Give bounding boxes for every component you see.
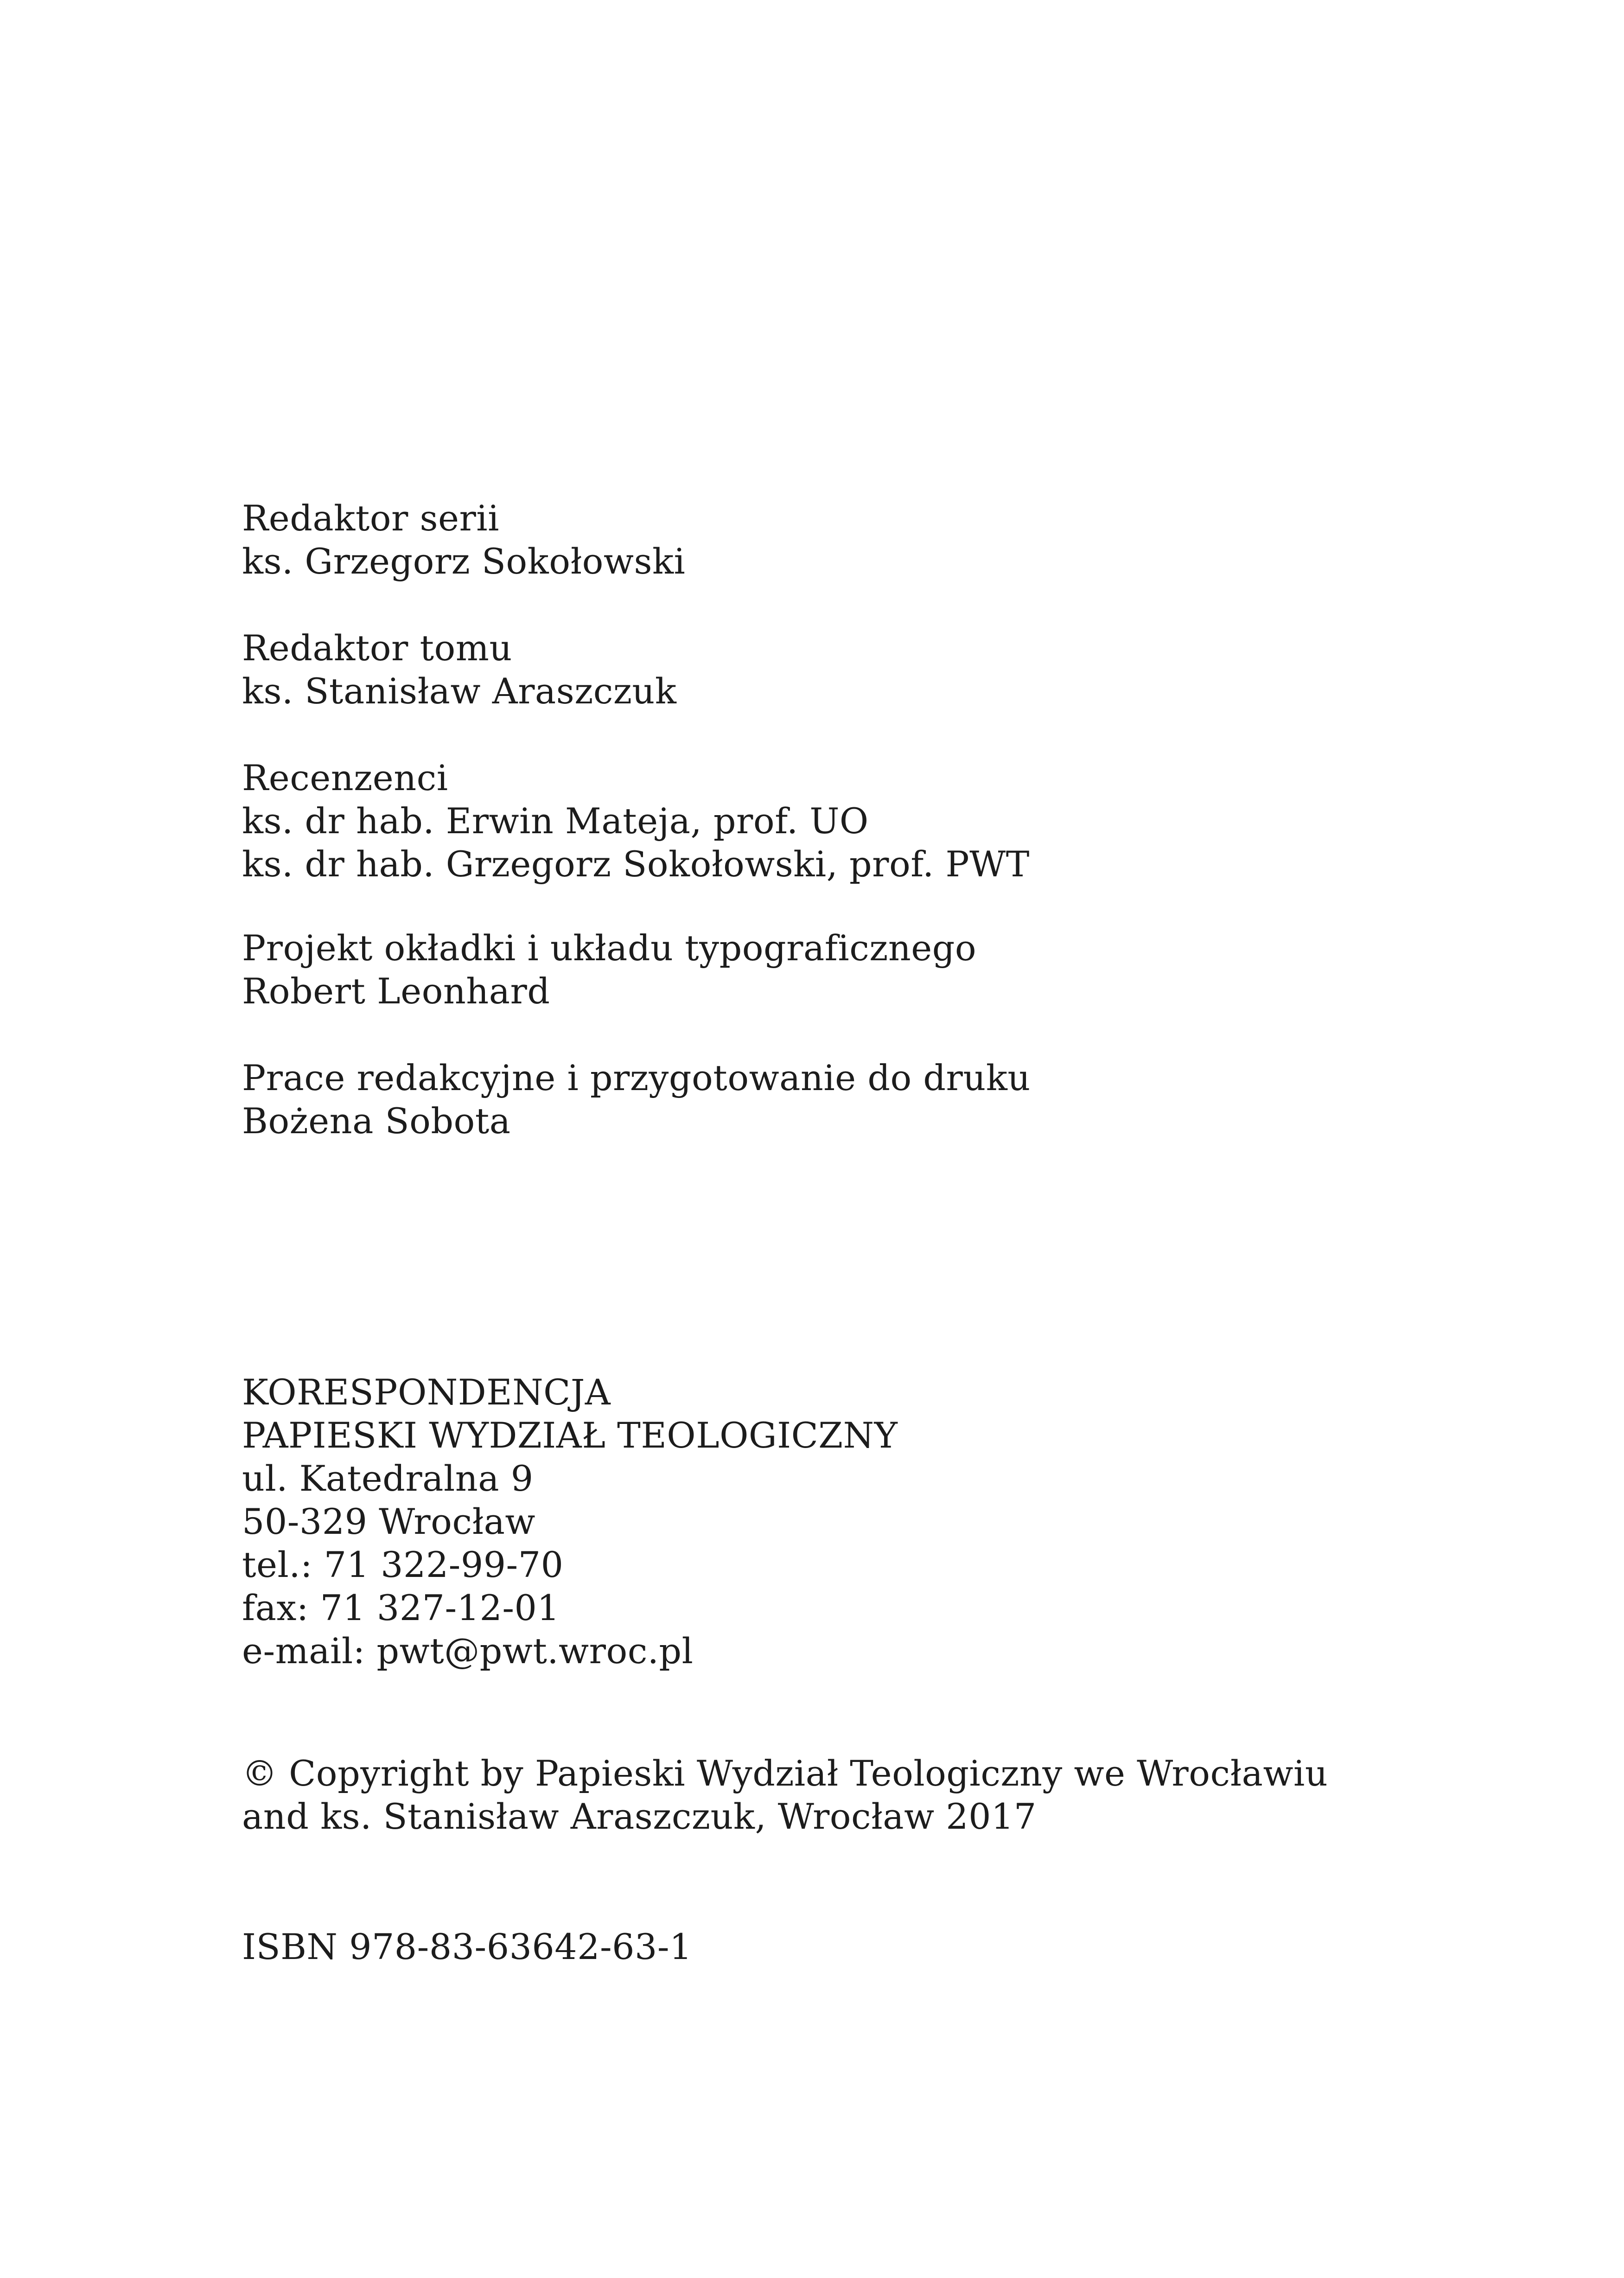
series-editor-name: ks. Grzegorz Sokołowski: [242, 541, 686, 582]
volume-editor-section: [242, 626, 676, 713]
isbn-section: [242, 1925, 692, 1968]
cover-design-label: Projekt okładki i układu typograficznego: [242, 927, 977, 969]
series-editor-section: [242, 497, 685, 583]
volume-editor-label: Redaktor tomu: [242, 627, 512, 669]
email-address: e-mail: pwt@pwt.wroc.pl: [242, 1630, 694, 1672]
isbn-number: ISBN 978-83-63642-63-1: [242, 1926, 692, 1967]
city-address: 50-329 Wrocław: [242, 1501, 535, 1542]
volume-editor-name: ks. Stanisław Araszczuk: [242, 670, 677, 712]
phone-number: tel.: 71 322-99-70: [242, 1544, 564, 1585]
institution-name: PAPIESKI WYDZIAŁ TEOLOGICZNY: [242, 1415, 898, 1456]
cover-design-section: [242, 926, 976, 1013]
series-editor-label: Redaktor serii: [242, 498, 499, 539]
correspondence-section: [242, 1371, 898, 1672]
editing-name: Bożena Sobota: [242, 1100, 511, 1142]
copyright-section: [242, 1752, 1328, 1838]
reviewer-name: ks. dr hab. Erwin Mateja, prof. UO: [242, 800, 869, 842]
copyright-line-2: and ks. Stanisław Araszczuk, Wrocław 2017: [242, 1796, 1037, 1837]
correspondence-heading: KORESPONDENCJA: [242, 1372, 611, 1413]
reviewers-label: Recenzenci: [242, 757, 448, 798]
street-address: ul. Katedralna 9: [242, 1458, 534, 1499]
editing-label: Prace redakcyjne i przygotowanie do druku: [242, 1057, 1031, 1098]
cover-design-name: Robert Leonhard: [242, 970, 550, 1012]
fax-number: fax: 71 327-12-01: [242, 1587, 560, 1628]
reviewers-section: [242, 756, 1030, 886]
reviewer-name: ks. dr hab. Grzegorz Sokołowski, prof. PWT: [242, 843, 1030, 885]
copyright-line-1: © Copyright by Papieski Wydział Teologiczny we Wrocławiu: [242, 1753, 1328, 1794]
editing-section: [242, 1056, 1031, 1142]
